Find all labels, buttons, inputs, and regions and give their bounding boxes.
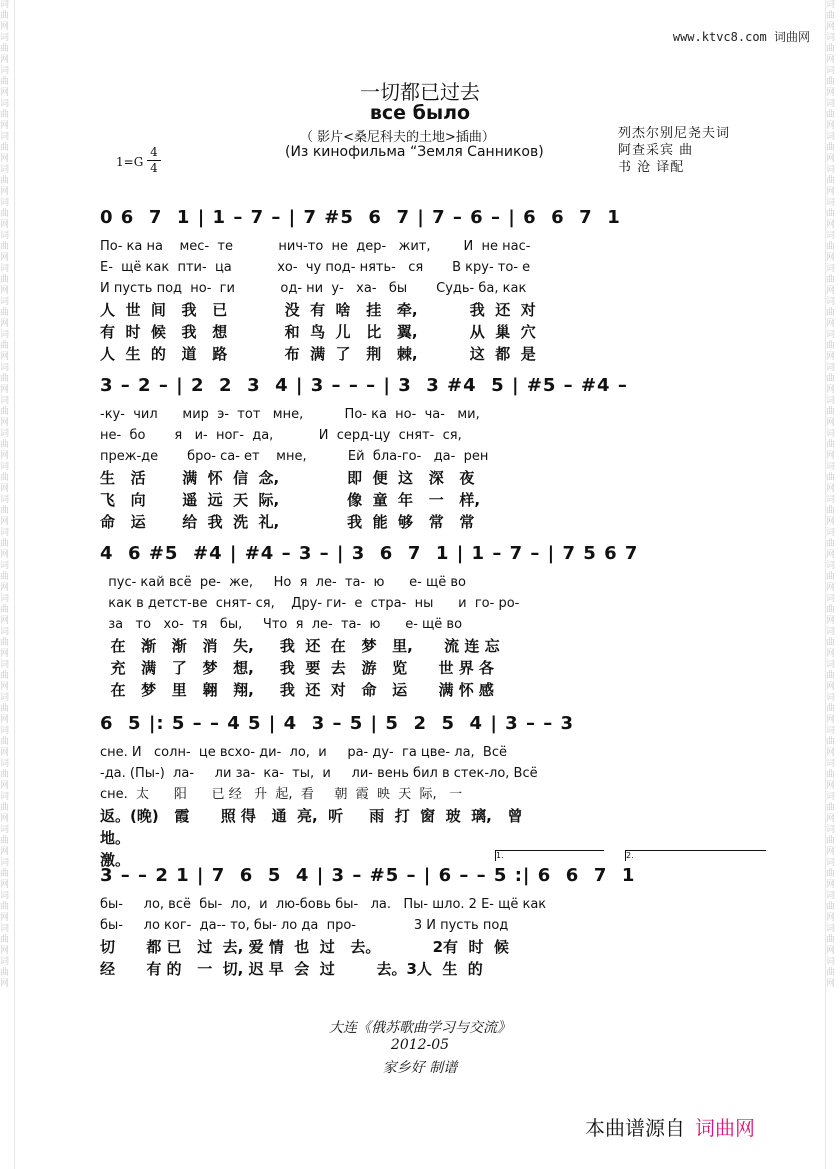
lyric-line-russian-2: не- бо я и- ног- да, И серд-цу снят- ся, — [100, 428, 462, 443]
time-signature — [147, 146, 161, 175]
lyric-line-russian-2: Е- щё как пти- ца хо- чу под- нять- ся В кру- то- е — [100, 260, 531, 275]
lyric-line-russian-1: бы- ло, всё бы- ло, и лю-бовь бы- ла. Пы- шло. 2 Е- щё как — [100, 897, 547, 912]
score-system-1 — [100, 200, 768, 365]
time-signature-denominator: 4 — [150, 161, 158, 175]
time-signature-numerator: 4 — [150, 145, 158, 159]
lyric-line-chinese-3: 在 梦 里 翱 翔, 我 还 对 命 运 满 怀 感 — [100, 681, 494, 699]
lyric-line-russian-3: за то хо- тя бы, Что я ле- та- ю е- щё во — [100, 617, 463, 632]
notation-line: 6 5 |: 5 – – 4 5 | 4 3 – 5 | 5 2 5 4 | 3 – – 3 — [100, 713, 575, 734]
notation-line: 3 – – 2 1 | 7 6 5 4 | 3 – #5 – | 6 – – 5 :| 6 6 7 1 — [100, 865, 636, 886]
lyric-line-chinese-2: 有 时 候 我 想 和 鸟 儿 比 翼, 从 巢 穴 — [100, 323, 536, 341]
song-title-russian: все было — [369, 102, 471, 124]
lyric-line-russian-1: По- ка на мес- те нич-то не дер- жит, И не нас- — [100, 239, 531, 254]
lyric-line-chinese-3: 人 生 的 道 路 布 满 了 荆 棘, 这 都 是 — [100, 345, 536, 363]
source-label: 本曲谱源自 — [585, 1116, 685, 1140]
site-url-watermark: www.ktvc8.com 词曲网 — [672, 30, 810, 44]
lyric-line-chinese-2: 飞 向 遥 远 天 际, 像 童 年 一 样, — [100, 491, 481, 509]
key-signature: 1=G — [116, 155, 144, 169]
watermark-edge-right: 词曲网词曲网词曲网词曲网词曲网词曲网词曲网词曲网词曲网词曲网词曲网词曲网词曲网词曲网词曲网词曲网词曲网词曲网词曲网词曲网词曲网词曲网词曲网词曲网词曲网词曲网词曲网词曲网词曲网词曲网 — [825, 0, 840, 1169]
song-title-chinese: 一切都已过去 — [360, 80, 480, 104]
notation-line: 3 – 2 – | 2 2 3 4 | 3 – – – | 3 3 #4 5 | #5 – #4 – — [100, 375, 628, 396]
lyric-line-chinese-2: 经 有 的 一 切, 迟 早 会 过 去。3人 生 的 — [100, 960, 483, 978]
source-brand-link[interactable]: 词曲网 — [695, 1116, 755, 1140]
lyric-line-chinese-1: 返。(晚) 霞 照 得 通 亮, 听 雨 打 窗 玻 璃, 曾 — [100, 807, 523, 825]
source-attribution — [585, 1112, 755, 1141]
credit-lyricist: 列杰尔别尼尧夫词 — [618, 126, 731, 141]
lyric-line-russian-1: -ку- чил мир э- тот мне, По- ка но- ча- ми, — [100, 407, 480, 422]
film-subtitle-russian: (Из кинофильма “Земля Санников) — [285, 144, 544, 160]
footer-arranger: 家乡好 制谱 — [382, 1060, 458, 1076]
lyric-line-chinese-1: 切 都 已 过 去, 爱 情 也 过 去。 2有 时 候 — [100, 938, 509, 956]
lyric-line-russian-2: -да. (Пы-) ла- ли за- ка- ты, и ли- вень бил в стек-ло, Всё — [100, 766, 538, 781]
score-system-3 — [100, 536, 768, 701]
lyric-line-russian-1: сне. И солн- це всхо- ди- ло, и ра- ду- га цве- ла, Всё — [100, 745, 507, 760]
lyric-line-chinese-3: 命 运 给 我 洗 礼, 我 能 够 常 常 — [100, 513, 475, 531]
lyric-line-russian-1: пус- кай всё ре- же, Но я ле- та- ю е- щё во — [100, 575, 466, 590]
footer-group-name: 大连《俄苏歌曲学习与交流》 — [329, 1020, 511, 1036]
credit-composer: 阿查采宾 曲 — [618, 143, 694, 158]
lyric-line-chinese-1: 生 活 满 怀 信 念, 即 便 这 深 夜 — [100, 469, 475, 487]
lyric-line-mixed-3: сне. 太 阳 已 经 升 起, 看 朝 霞 映 天 际, 一 — [100, 787, 463, 802]
lyric-line-russian-3: И пусть под но- ги од- ни у- ха- бы Судь- ба, как — [100, 281, 527, 296]
lyric-line-chinese-2: 充 满 了 梦 想, 我 要 去 游 览 世 界 各 — [100, 659, 494, 677]
footer-date: 2012-05 — [390, 1037, 450, 1053]
credit-translator: 书 沧 译配 — [618, 160, 685, 175]
lyric-line-chinese-2: 地。 — [100, 829, 131, 847]
score-system-5 — [100, 851, 768, 980]
lyric-line-chinese-3: 激。 — [100, 851, 131, 869]
watermark-edge-left: 词曲网词曲网词曲网词曲网词曲网词曲网词曲网词曲网词曲网词曲网词曲网词曲网词曲网词曲网词曲网词曲网词曲网词曲网词曲网词曲网词曲网词曲网词曲网词曲网词曲网词曲网词曲网词曲网词曲网词曲网 — [0, 0, 15, 1169]
lyric-line-chinese-1: 在 渐 渐 消 失, 我 还 在 梦 里, 流 连 忘 — [100, 637, 500, 655]
lyric-line-chinese-1: 人 世 间 我 已 没 有 啥 挂 牵, 我 还 对 — [100, 301, 536, 319]
film-subtitle-chinese: （ 影片<桑尼科夫的土地>插曲） — [300, 130, 495, 145]
notation-line: 0 6 7 1 | 1 – 7 – | 7 #5 6 7 | 7 – 6 – | 6 6 7 1 — [100, 207, 621, 228]
notation-line: 4 6 #5 #4 | #4 – 3 – | 3 6 7 1 | 1 – 7 – | 7 5 6 7 — [100, 543, 639, 564]
score-system-2 — [100, 368, 768, 533]
lyric-line-russian-3: преж-де бро- са- ет мне, Ей бла-го- да- рен — [100, 449, 489, 464]
volta-second-ending: 2. — [625, 850, 766, 861]
lyric-line-russian-2: бы- ло ког- да-- то, бы- ло да про- 3 И пусть под — [100, 918, 509, 933]
lyric-line-russian-2: как в детст-ве снят- ся, Дру- ги- е стра- ны и го- ро- — [100, 596, 520, 611]
score-system-4 — [100, 706, 768, 871]
volta-first-ending: 1. — [495, 850, 604, 861]
